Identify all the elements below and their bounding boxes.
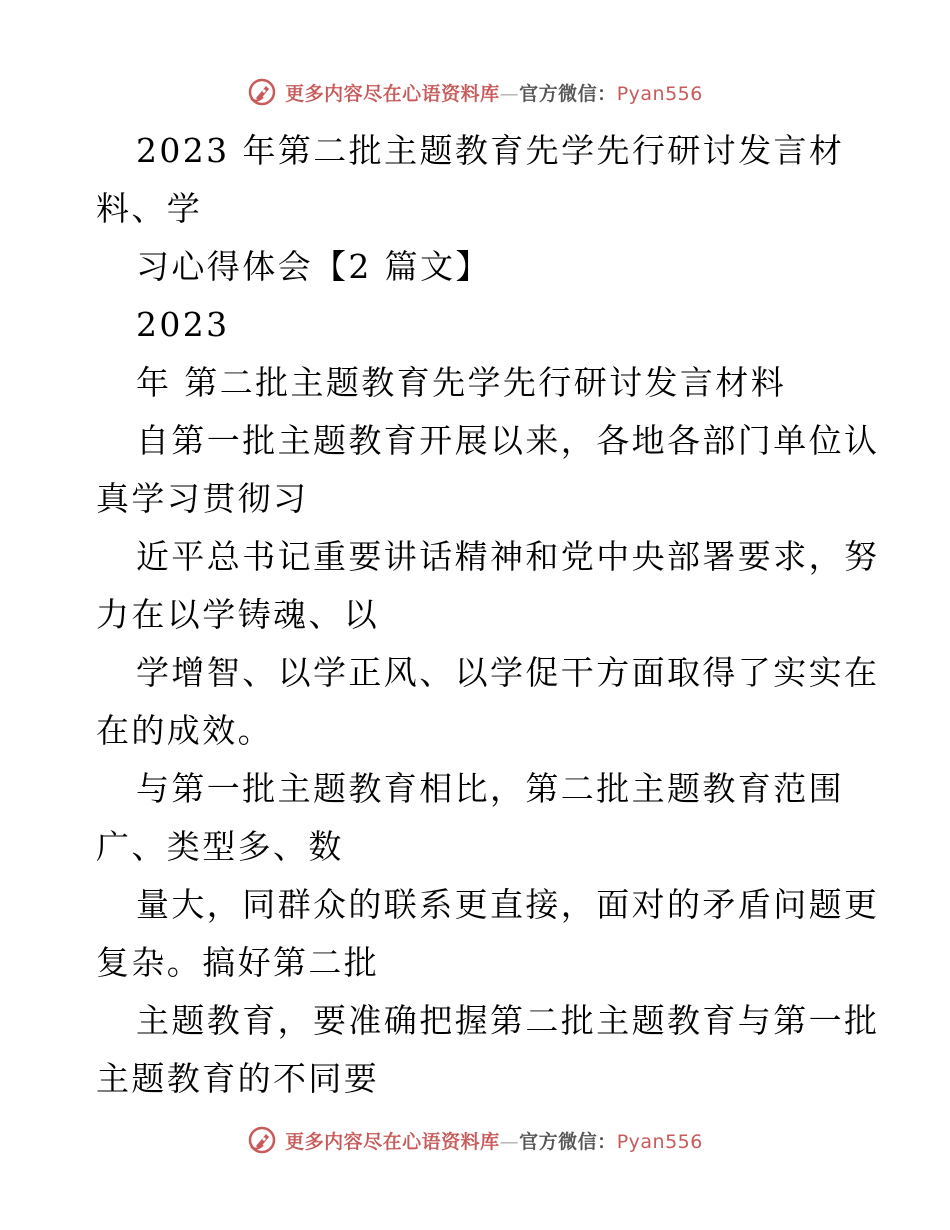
footer-watermark <box>0 1120 950 1160</box>
watermark-label: 官方微信： <box>519 1130 617 1153</box>
watermark-label: 官方微信： <box>519 82 617 105</box>
text-line: 与第一批主题教育相比，第二批主题教育范围 <box>136 769 844 808</box>
watermark-separator: — <box>499 82 520 105</box>
text-line: 力在以学铸魂、以 <box>96 595 380 634</box>
watermark-brand: 更多内容尽在心语资料库 <box>285 1130 500 1153</box>
watermark-text <box>285 79 703 106</box>
header-watermark <box>0 72 950 112</box>
text-line: 料、学 <box>96 189 203 228</box>
document-body <box>96 122 880 1108</box>
text-line: 近平总书记重要讲话精神和党中央部署要求，努 <box>136 537 880 576</box>
text-line: 主题教育的不同要 <box>96 1059 380 1098</box>
text-line: 自第一批主题教育开展以来，各地各部门单位认 <box>136 421 880 460</box>
watermark-wechat-id: Pyan556 <box>616 1130 703 1153</box>
text-line: 在的成效。 <box>96 711 273 750</box>
text-line: 量大，同群众的联系更直接，面对的矛盾问题更 <box>136 885 880 924</box>
text-line: 2023 年第二批主题教育先学先行研讨发言材 <box>136 131 845 170</box>
pen-nib-logo-icon <box>247 77 277 107</box>
watermark-text <box>285 1127 703 1154</box>
text-line: 真学习贯彻习 <box>96 479 309 518</box>
text-line: 广、类型多、数 <box>96 827 344 866</box>
text-line: 年 第二批主题教育先学先行研讨发言材料 <box>136 363 787 402</box>
text-line: 2023 <box>136 305 230 344</box>
text-line: 习心得体会【2 篇文】 <box>136 247 491 286</box>
text-line: 主题教育，要准确把握第二批主题教育与第一批 <box>136 1001 880 1040</box>
watermark-brand: 更多内容尽在心语资料库 <box>285 82 500 105</box>
text-line: 学增智、以学正风、以学促干方面取得了实实在 <box>136 653 880 692</box>
watermark-separator: — <box>499 1130 520 1153</box>
pen-nib-logo-icon <box>247 1125 277 1155</box>
text-line: 复杂。搞好第二批 <box>96 943 380 982</box>
watermark-wechat-id: Pyan556 <box>616 82 703 105</box>
